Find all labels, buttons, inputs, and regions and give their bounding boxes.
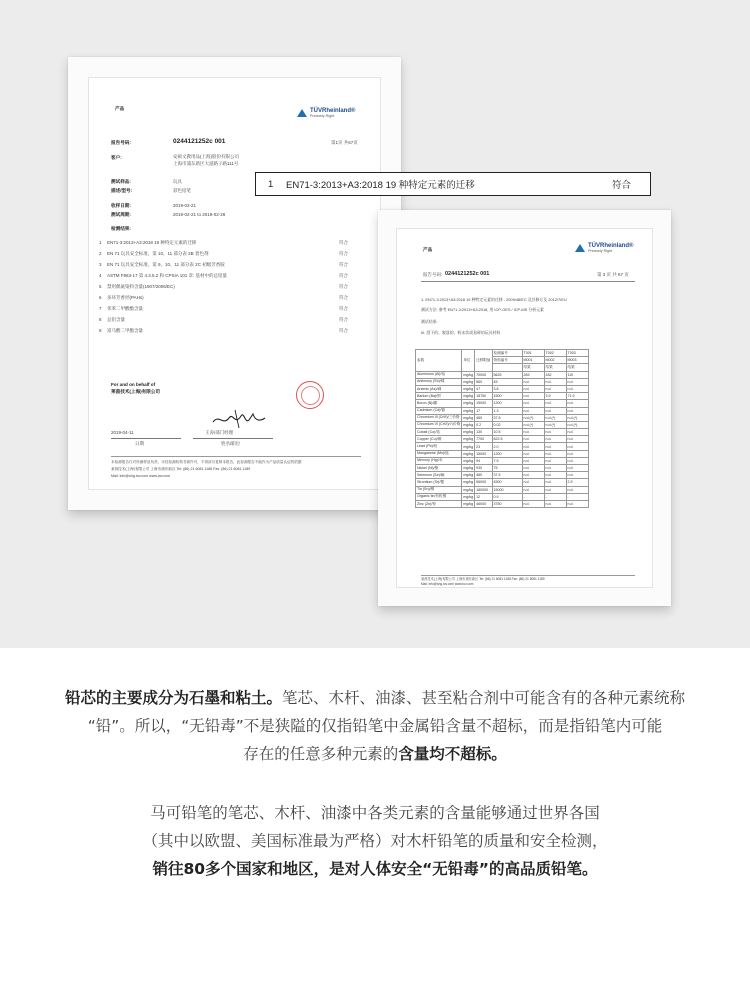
table-subheader-row: 物料编号 M001 M002 M003: [416, 357, 589, 364]
table-row: Strontium (Sr)/锶 mg/kg 56000 4500 n.d. n.d. 2.9: [416, 479, 589, 486]
footer-divider: [111, 456, 361, 457]
table-row: Boron (B)/硼 mg/kg 15000 1200 n.d. n.d. n.d.: [416, 400, 589, 407]
certificate-page-2: [396, 228, 653, 588]
table-row: Cobalt (Co)/钴 mg/kg 130 10.5 n.d. n.d. n.d.: [416, 429, 589, 436]
logo-brand: TÜVRheinland®: [588, 243, 634, 249]
table-row: Aluminium (Al)/铝 mg/kg 70000 5625 283 182 110: [416, 371, 589, 378]
test-item-label: 测试样品:: [111, 179, 131, 184]
result-row: 4 ASTM F963-17 第 4.3.5.2 和 CPSIA 101 章: 基材中的总铅量 符合: [99, 273, 348, 278]
logo-tagline: Precisely Right.: [588, 249, 613, 253]
official-seal-icon: [296, 381, 324, 409]
footer-text-2: Mail: info@shg.tuv.com www.tuv.com: [421, 582, 474, 586]
summary-paragraph: [0, 799, 750, 883]
client-label: 客户:: [111, 155, 122, 160]
test-item-value: 玩具: [173, 179, 182, 184]
test-method: 测试方法: 参考 EN71-3:2013+A3:2018, 用 ICP-OES / ICP-MS 分析元素: [421, 307, 544, 312]
date-label: 日期: [135, 441, 144, 446]
table-row: Lead (Pb)/铅 mg/kg 23 2.0 n.d. n.d. n.d.: [416, 443, 589, 450]
table-row: Selenium (Se)/硒 mg/kg 460 37.5 n.d. n.d. n.d.: [416, 472, 589, 479]
element-migration-table: [415, 349, 589, 508]
certificate-page-1: [88, 77, 381, 490]
footer-text-1: 莱茵技术(上海)有限公司 上海市浦东新区 Tel: (86) 21 6081 1188 Fax: (86) 21 6081 1189: [421, 577, 545, 581]
intro-line-3: [0, 740, 750, 768]
sign-label: 姓名/职位: [221, 441, 241, 446]
signature-icon: [209, 408, 269, 430]
table-row: Chromium VI (CrVI)/六价铬 mg/kg 0.2 0.02 n.d.(*) n.d.(*) n.d.(*): [416, 421, 589, 428]
tuv-logo: [575, 243, 633, 253]
table-header-row: 参数 单位 迁移限值 检测编号 T001 T002 T003: [416, 350, 589, 357]
description-label: 描述/型号:: [111, 188, 133, 193]
summary-line-2: （其中以欧盟、美国标准最为严格）对木杆铅笔的质量和安全检测，: [142, 832, 608, 850]
section-title: 1. EN71-3:2013+A3:2018 19 种特定元素的迁移 - 2009/48/EC 及其修订及 2012/7/EU: [421, 297, 567, 302]
behalf-line-2: 莱茵技术(上海)有限公司: [111, 389, 160, 394]
table-row: Cadmium (Cd)/镉 mg/kg 17 1.3 n.d. n.d. n.d.: [416, 407, 589, 414]
intro-line-1: [0, 684, 750, 712]
header-divider: [421, 281, 635, 282]
received-label: 收样日期:: [111, 203, 131, 208]
client-address: 上海市浦东新区大道路子路111号: [173, 161, 239, 166]
signer-name: 王涛/部门经理: [205, 430, 234, 435]
result-row: 9 富马酸二甲酯含量 符合: [99, 328, 348, 333]
highlight-text: 含量均不超标。: [398, 745, 507, 763]
tuv-logo: [297, 108, 355, 118]
result-row: 6 多环芳香烃(PAHs) 符合: [99, 295, 348, 300]
divider: [193, 438, 273, 439]
result-row: 3 EN 71 玩具安全标准，第 9、10、11 部分表 2C 初级芳香胺 符合: [99, 262, 348, 267]
page-indicator: 第1页 共67页: [331, 140, 358, 145]
report-label: 报告号码:: [423, 272, 443, 277]
logo-tagline: Precisely Right.: [310, 114, 335, 118]
certificate-frame-1: [68, 57, 401, 510]
divider: [111, 438, 181, 439]
footer-text-2: 莱茵技术(上海)有限公司 上海市浦东新区 Tel: (86) 21 6081 1188 Fax: (86) 21 6081 1189: [111, 467, 251, 471]
report-label: 报告号码:: [111, 140, 131, 145]
behalf-line-1: For and on behalf of: [111, 382, 156, 387]
table-row: Nickel (Ni)/镍 mg/kg 930 75 n.d. n.d. n.d.: [416, 465, 589, 472]
logo-brand: TÜVRheinland®: [310, 108, 356, 114]
period-label: 测试周期:: [111, 212, 131, 217]
table-row: Barium (Ba)/钡 mg/kg 18750 1500 n.d. 3.9 71.9: [416, 393, 589, 400]
table-row: Antimony (Sb)/锑 mg/kg 560 45 n.d. n.d. n.d.: [416, 378, 589, 385]
table-result-label-row: 结果 结果 结果: [416, 364, 589, 371]
callout-result: 符合: [612, 180, 632, 191]
tuv-triangle-icon: [575, 244, 585, 252]
product-label: 产品: [115, 106, 125, 111]
result-row: 1 EN71-3:2013+A3:2018 19 种特定元素的迁移 符合: [99, 240, 348, 245]
description-value: 彩色铅笔: [173, 188, 191, 193]
result-row: 5 禁用偶氮染料含量(1907/2006/EC) 符合: [99, 284, 348, 289]
table-row: Arsenic (As)/砷 mg/kg 47 3.8 n.d. n.d. n.d.: [416, 385, 589, 392]
table-row: Chromium III (CrIII)/三价铬 mg/kg 460 37.5 n.d.(*) n.d.(*) n.d.(*): [416, 414, 589, 421]
callout-text: EN71-3:2013+A3:2018 19 种特定元素的迁移: [286, 180, 475, 191]
certificate-frame-2: [378, 210, 671, 606]
report-number: 0244121252c 001: [173, 138, 226, 145]
results-label: 检测结果:: [111, 226, 131, 231]
body-text: 笔芯、木杆、油漆、甚至粘合剂中可能含有的各种元素统称: [282, 689, 686, 707]
callout-number: 1: [268, 178, 274, 190]
category-note: III. 刮下的、脱落的、粉末状或易碎的玩具材料: [421, 330, 501, 335]
footer-text-3: Mail: info@shg.tuv.com www.tuv.com: [111, 474, 171, 478]
intro-paragraph: [0, 684, 750, 768]
received-value: 2019-02-21: [173, 203, 197, 208]
footer-divider: [421, 575, 635, 576]
table-row: Organic tin/有机锡 mg/kg 12 0.9 - - -: [416, 493, 589, 500]
table-row: Tin (Sn)/锡 mg/kg 180000 15000 n.d. n.d. n.d.: [416, 486, 589, 493]
result-row: 2 EN 71 玩具安全标准，第 10、11 部分表 2B 着色剂 符合: [99, 251, 348, 256]
body-text: 存在的任意多种元素的: [243, 745, 399, 763]
table-row: Mercury (Hg)/汞 mg/kg 94 7.5 n.d. n.d. n.d.: [416, 457, 589, 464]
result-row: 8 总铅含量 符合: [99, 317, 348, 322]
period-value: 2019-02-21 to 2019-02-28: [173, 212, 226, 217]
intro-line-2: “铅”。所以，“无铅毒”不是狭隘的仅指铅笔中金属铅含量不超标，而是指铅笔内可能: [87, 717, 663, 735]
result-row: 7 邻苯二甲酸酯含量 符合: [99, 306, 348, 311]
signing-date: 2019-04-11: [111, 430, 134, 435]
summary-line-3: 销往80多个国家和地区，是对人体安全“无铅毒”的高品质铅笔。: [152, 860, 598, 878]
results-label: 测试结果:: [421, 319, 438, 324]
tuv-triangle-icon: [297, 109, 307, 117]
report-number: 0244121252c 001: [445, 271, 490, 277]
client-name: 安硕文教用品(上海)股份有限公司: [173, 154, 239, 159]
table-row: Zinc (Zn)/锌 mg/kg 46000 3750 n.d. n.d. n.d.: [416, 500, 589, 507]
product-label: 产品: [423, 247, 433, 252]
footer-text-1: 本检测报告仅对所测样品负责，未经检测机构书面许可，不得部分复制本报告，此检测报告不能作为产品质量认证的依据: [111, 460, 302, 464]
table-row: Copper (Cu)/铜 mg/kg 7700 622.5 n.d. n.d. n.d.: [416, 436, 589, 443]
zoomed-result-callout: [255, 172, 651, 196]
highlight-text: 铅芯的主要成分为石墨和粘土。: [64, 689, 282, 707]
page-indicator: 第 3 页 共 67 页: [597, 272, 629, 277]
summary-line-1: 马可铅笔的笔芯、木杆、油漆中各类元素的含量能够通过世界各国: [150, 804, 600, 822]
table-row: Manganese (Mn)/锰 mg/kg 15000 1200 n.d. n.d. n.d.: [416, 450, 589, 457]
